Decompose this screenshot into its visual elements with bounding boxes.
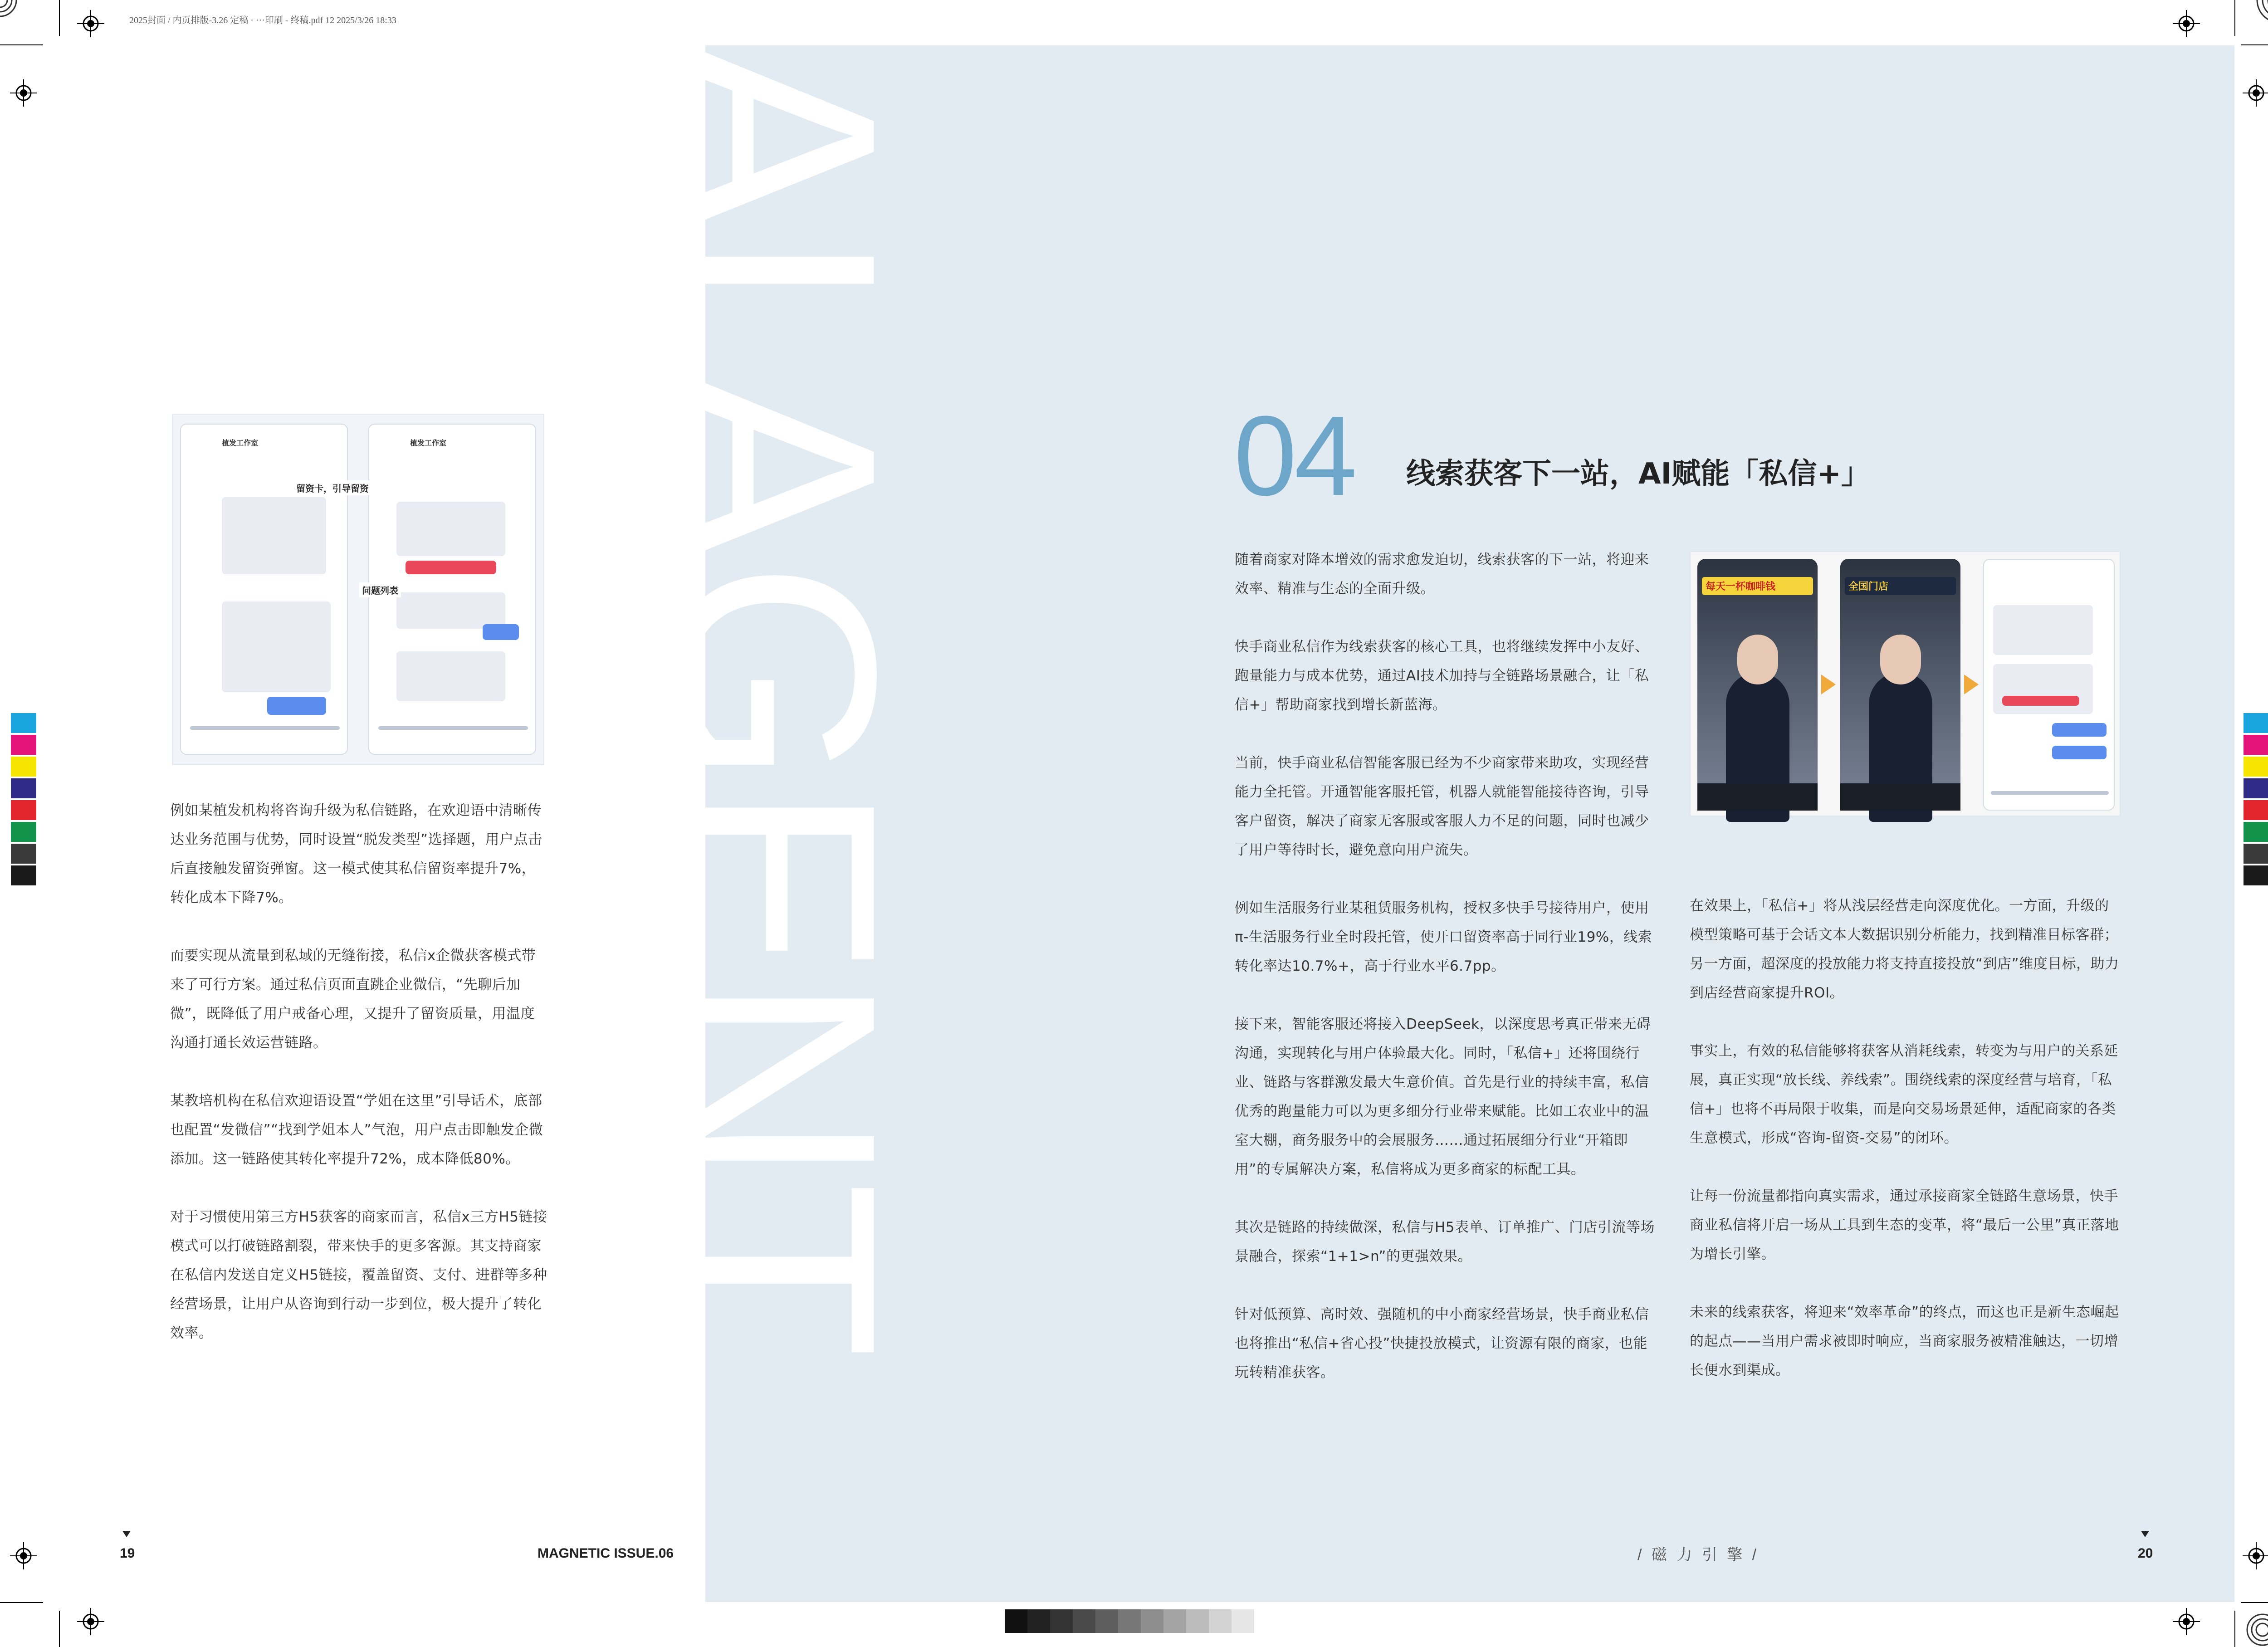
- paragraph: 快手商业私信作为线索获客的核心工具，也将继续发挥中小友好、跑量能力与成本优势，通过AI技术加持与全链路场景融合，让「私信+」帮助商家找到增长新蓝海。: [1235, 639, 1649, 713]
- registration-mark-icon: [10, 1542, 37, 1569]
- color-registration-bar: [2243, 712, 2268, 886]
- section-number: 04: [1234, 392, 1355, 519]
- color-swatch: [10, 843, 37, 865]
- right-column-text: [1690, 891, 2123, 1414]
- color-swatch: [10, 756, 37, 777]
- phone-title: 植发工作室: [222, 439, 259, 447]
- crop-mark: [2241, 1602, 2268, 1603]
- registration-mark-icon: [77, 1608, 104, 1635]
- video-caption: 全国门店: [1848, 581, 1889, 592]
- color-registration-bar: [10, 712, 37, 886]
- color-swatch: [2243, 734, 2268, 756]
- brand-name: / 磁 力 引 擎 /: [1637, 1546, 1760, 1564]
- registration-mark-icon: [2173, 1608, 2200, 1635]
- phone-title: 植发工作室: [410, 439, 447, 447]
- paragraph: 随着商家对降本增效的需求愈发迫切，线索获客的下一站，将迎来效率、精准与生态的全面升级。: [1235, 552, 1649, 597]
- color-swatch: [10, 821, 37, 843]
- paragraph: 在效果上，「私信+」将从浅层经营走向深度优化。一方面，升级的模型策略可基于会话文本大数据识别分析能力，找到精准目标客群；另一方面，超深度的投放能力将支持直接投放“到店”维度目标，助力到店经营商家提升ROI。: [1690, 898, 2119, 1001]
- crop-mark: [59, 1611, 60, 1647]
- page-marker-icon: [2141, 1531, 2149, 1537]
- color-swatch: [10, 734, 37, 756]
- left-column-text: [170, 796, 549, 1377]
- crop-mark: [2234, 0, 2235, 36]
- crop-mark: [59, 0, 60, 36]
- color-swatch: [2243, 799, 2268, 821]
- paragraph: 例如某植发机构将咨询升级为私信链路，在欢迎语中清晰传达业务范围与优势，同时设置“脱发类型”选择题，用户点击后直接触发留资弹窗。这一模式使其私信留资率提升7%，转化成本下降7%。: [170, 802, 543, 906]
- registration-mark-icon: [2243, 1542, 2268, 1569]
- phone-screen-left: [180, 424, 348, 755]
- color-swatch: [10, 777, 37, 799]
- color-swatch: [10, 799, 37, 821]
- left-page-number: 19: [120, 1546, 135, 1561]
- video-caption: 每天一杯咖啡钱: [1706, 581, 1776, 592]
- color-swatch: [10, 865, 37, 886]
- crop-mark: [0, 1602, 43, 1603]
- paragraph: 某教培机构在私信欢迎语设置“学姐在这里”引导话术，底部也配置“发微信”“找到学姐本人”气泡，用户点击即触发企微添加。这一链路使其转化率提升72%，成本降低80%。: [170, 1093, 543, 1167]
- paragraph: 未来的线索获客，将迎来“效率革命”的终点，而这也正是新生态崛起的起点——当用户需求被即时响应，当商家服务被精准触达，一切增长便水到渠成。: [1690, 1304, 2119, 1378]
- paragraph: 让每一份流量都指向真实需求，通过承接商家全链路生意场景，快手商业私信将开启一场从工具到生态的变革，将“最后一公里”真正落地为增长引擎。: [1690, 1188, 2119, 1262]
- video-to-chat-figure: [1690, 551, 2121, 816]
- callout-lead-card: 留资卡，引导留资: [293, 480, 371, 495]
- paragraph: 对于习惯使用第三方H5获客的商家而言，私信x三方H5链接模式可以打破链路割裂，带来快手的更多客源。其支持商家在私信内发送自定义H5链接，覆盖留资、支付、进群等多种经营场景，让用户从咨询到行动一步到位，极大提升了转化效率。: [170, 1209, 547, 1341]
- paragraph: 例如生活服务行业某租赁服务机构，授权多快手号接待用户，使用π-生活服务行业全时段托管，使开口留资率高于同行业19%，线索转化率达10.7%+，高于行业水平6.7pp。: [1235, 900, 1652, 974]
- right-page-number: 20: [2138, 1546, 2153, 1561]
- color-swatch: [2243, 777, 2268, 799]
- arrow-right-icon: [1821, 674, 1836, 694]
- color-swatch: [2243, 865, 2268, 886]
- registration-mark-icon: [10, 79, 37, 107]
- background-ai-agent-word: AI AGENT: [612, 39, 937, 1356]
- registration-target-icon: [2253, 0, 2268, 27]
- registration-mark-icon: [2243, 79, 2268, 107]
- paragraph: 事实上，有效的私信能够将获客从消耗线索，转变为与用户的关系延展，真正实现“放长线、养线索”。围绕线索的深度经营与培育，「私信+」也将不再局限于收集，而是向交易场景延伸，适配商家的各类生意模式，形成“咨询-留资-交易”的闭环。: [1690, 1043, 2118, 1146]
- section-title: 线索获客下一站，AI赋能「私信+」: [1406, 457, 1870, 491]
- magazine-issue: MAGNETIC ISSUE.06: [538, 1546, 674, 1561]
- arrow-right-icon: [1964, 674, 1979, 694]
- video-ad-frame-2: [1840, 559, 1960, 811]
- crop-mark: [2234, 1611, 2235, 1647]
- grayscale-strip: [1005, 1609, 1254, 1633]
- registration-mark-icon: [2173, 10, 2200, 37]
- paragraph: 当前，快手商业私信智能客服已经为不少商家带来助攻，实现经营能力全托管。开通智能客服托管，机器人就能智能接待咨询，引导客户留资，解决了商家无客服或客服人力不足的问题，同时也减少了用户等待时长，避免意向用户流失。: [1235, 755, 1649, 858]
- paragraph: 其次是链路的持续做深，私信与H5表单、订单推广、门店引流等场景融合，探索“1+1>n”的更强效果。: [1235, 1219, 1655, 1265]
- color-swatch: [2243, 756, 2268, 777]
- private-message-screen: [1983, 559, 2115, 811]
- registration-target-icon: [0, 0, 18, 18]
- chat-screenshot-figure: [172, 414, 544, 765]
- crop-mark: [2241, 44, 2268, 45]
- middle-column-text: [1235, 545, 1659, 1416]
- paragraph: 接下来，智能客服还将接入DeepSeek，以深度思考真正带来无碍沟通，实现转化与用户体验最大化。同时，「私信+」还将围绕行业、链路与客群激发最大生意价值。首先是行业的持续丰富，私信优秀的跑量能力可以为更多细分行业带来赋能。比如工农业中的温室大棚，商务服务中的会展服务……通过拓展细分行业“开箱即用”的专属解决方案，私信将成为更多商家的标配工具。: [1235, 1016, 1651, 1178]
- print-meta-header: 2025封面 / 内页排版-3.26 定稿 · ···印刷 - 终稿.pdf 12 2025/3/26 18:33: [129, 15, 396, 25]
- color-swatch: [2243, 712, 2268, 734]
- color-swatch: [2243, 843, 2268, 865]
- crop-mark: [0, 44, 43, 45]
- color-swatch: [10, 712, 37, 734]
- registration-mark-icon: [77, 10, 104, 37]
- callout-question-list: 问题列表: [359, 582, 401, 597]
- paragraph: 针对低预算、高时效、强随机的中小商家经营场景，快手商业私信也将推出“私信+省心投”快捷投放模式，让资源有限的商家，也能玩转精准获客。: [1235, 1306, 1649, 1381]
- registration-target-icon: [2245, 1613, 2268, 1647]
- video-ad-frame-1: [1697, 559, 1818, 811]
- color-swatch: [2243, 821, 2268, 843]
- page-marker-icon: [122, 1531, 131, 1537]
- paragraph: 而要实现从流量到私域的无缝衔接，私信x企微获客模式带来了可行方案。通过私信页面直跳企业微信，“先聊后加微”，既降低了用户戒备心理，又提升了留资质量，用温度沟通打通长效运营链路。: [170, 948, 536, 1051]
